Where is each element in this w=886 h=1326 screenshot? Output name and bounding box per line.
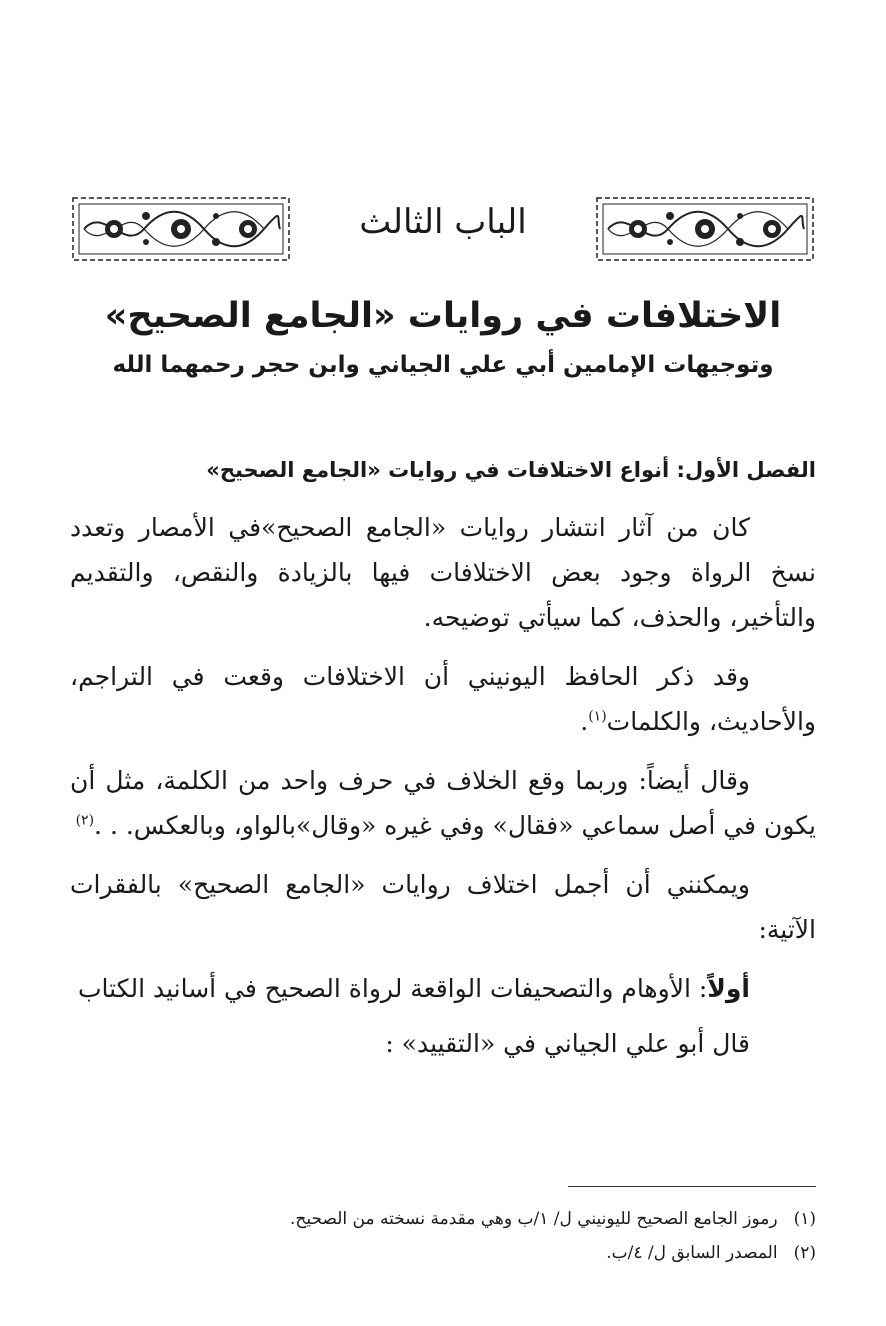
footnote-text: رموز الجامع الصحيح لليونيني ل/ ١/ب وهي مقدمة نسخته من الصحيح. <box>289 1209 778 1229</box>
footnote-divider <box>568 1186 816 1187</box>
footnote-text: المصدر السابق ل/ ٤/ب. <box>606 1243 778 1263</box>
paragraph-5-label: أولاً <box>707 974 750 1003</box>
paragraph-2-end: . <box>580 707 589 736</box>
footnote-ref-2: (٢) <box>75 812 95 829</box>
paragraph-3 <box>70 758 816 848</box>
floral-ornament-icon <box>594 188 816 270</box>
floral-ornament-icon <box>70 188 292 270</box>
paragraph-2-text: وقد ذكر الحافظ اليونيني أن الاختلافات وقعت في التراجم، والأحاديث، والكلمات <box>70 662 816 736</box>
footnotes <box>70 1202 816 1270</box>
chapter-label: الباب الثالث <box>359 202 527 242</box>
paragraph-6: قال أبو علي الجياني في «التقييد» : <box>385 1029 750 1058</box>
footnote-2 <box>70 1236 816 1270</box>
footnote-1 <box>70 1202 816 1236</box>
footnote-number: (٢) <box>793 1243 816 1263</box>
page-subtitle: وتوجيهات الإمامين أبي علي الجياني وابن حجر رحمهما الله <box>112 352 774 378</box>
chapter-header <box>70 188 816 270</box>
paragraph-5 <box>70 966 816 1011</box>
body-text <box>70 505 816 1080</box>
section-heading: الفصل الأول: أنواع الاختلافات في روايات «الجامع الصحيح» <box>206 458 816 482</box>
paragraph-2 <box>70 654 816 744</box>
paragraph-3-text: وقال أيضاً: وربما وقع الخلاف في حرف واحد من الكلمة، مثل أن يكون في أصل سماعي «فقال» وفي غيره «وقال»بالواو، وبالعكس. . . <box>70 766 816 840</box>
paragraph-1: كان من آثار انتشار روايات «الجامع الصحيح»في الأمصار وتعدد نسخ الرواة وجود بعض الاختلافات فيها بالزيادة والنقص، والتقديم والتأخير، والحذف، كما سيأتي توضيحه. <box>70 513 816 632</box>
page-title: الاختلافات في روايات «الجامع الصحيح» <box>104 296 782 336</box>
footnote-number: (١) <box>793 1209 816 1229</box>
footnote-ref-1: (١) <box>588 708 607 725</box>
paragraph-4: ويمكنني أن أجمل اختلاف روايات «الجامع الصحيح» بالفقرات الآتية: <box>70 870 816 944</box>
paragraph-5-text: : الأوهام والتصحيفات الواقعة لرواة الصحيح في أسانيد الكتاب <box>77 974 708 1003</box>
